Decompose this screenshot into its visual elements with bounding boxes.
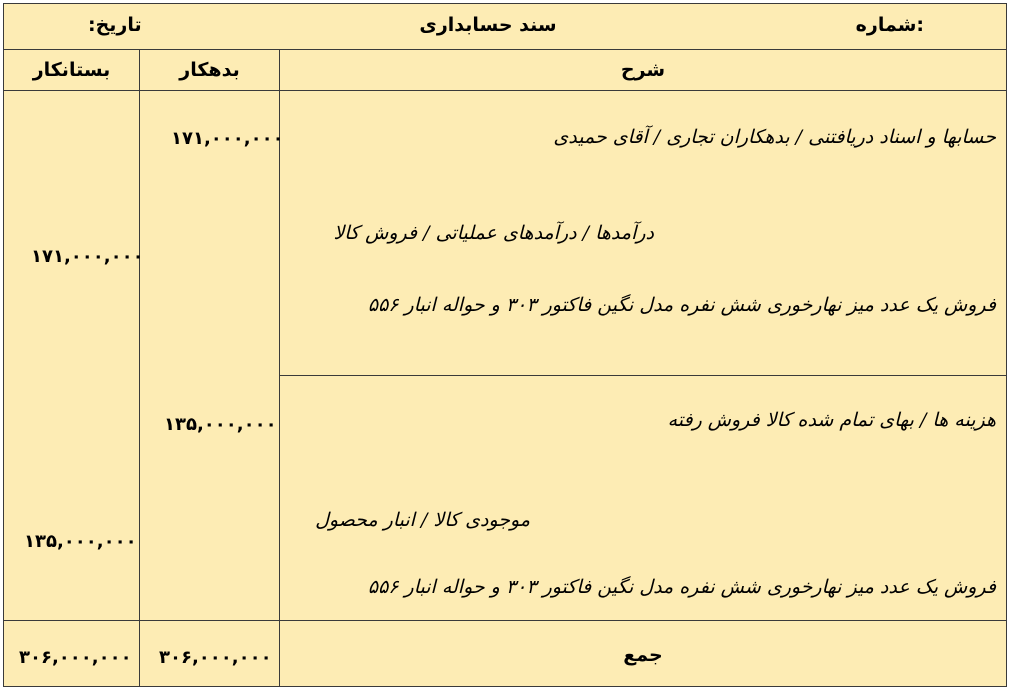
- voucher-number-label: شماره:: [855, 14, 924, 36]
- voucher-title: سند حسابداری: [419, 14, 557, 36]
- divider: [279, 375, 1006, 376]
- entry-2-note: فروش یک عدد میز نهارخوری شش نفره مدل نگین فاکتور ۳۰۳ و حواله انبار ۵۵۶: [367, 576, 996, 598]
- entry-2-credit-amount: ۱۳۵,۰۰۰,۰۰۰: [24, 531, 137, 552]
- entry-2-debit-account: هزینه ها / بهای تمام شده کالا فروش رفته: [667, 409, 996, 431]
- entry-1-debit-account: حسابها و اسناد دریافتنی / بدهکاران تجاری / آقای حمیدی: [553, 126, 996, 148]
- voucher-date-label: تاریخ:: [88, 14, 142, 36]
- divider: [139, 49, 140, 686]
- accounting-voucher: [3, 3, 1007, 687]
- total-credit-amount: ۳۰۶,۰۰۰,۰۰۰: [19, 647, 132, 668]
- column-header-credit: بستانکار: [32, 59, 111, 81]
- entry-1-debit-amount: ۱۷۱,۰۰۰,۰۰۰: [171, 128, 284, 149]
- entry-2-debit-amount: ۱۳۵,۰۰۰,۰۰۰: [164, 414, 277, 435]
- entry-2-credit-account: موجودی کالا / انبار محصول: [315, 509, 530, 531]
- column-header-description: شرح: [620, 59, 666, 81]
- total-label: جمع: [623, 644, 663, 666]
- divider: [4, 49, 1006, 50]
- entry-1-note: فروش یک عدد میز نهارخوری شش نفره مدل نگین فاکتور ۳۰۳ و حواله انبار ۵۵۶: [367, 294, 996, 316]
- entry-1-credit-amount: ۱۷۱,۰۰۰,۰۰۰: [31, 246, 144, 267]
- column-header-debit: بدهکار: [179, 59, 240, 81]
- entry-1-credit-account: درآمدها / درآمدهای عملیاتی / فروش کالا: [333, 222, 654, 244]
- divider: [4, 90, 1006, 91]
- divider: [4, 620, 1006, 621]
- total-debit-amount: ۳۰۶,۰۰۰,۰۰۰: [159, 647, 272, 668]
